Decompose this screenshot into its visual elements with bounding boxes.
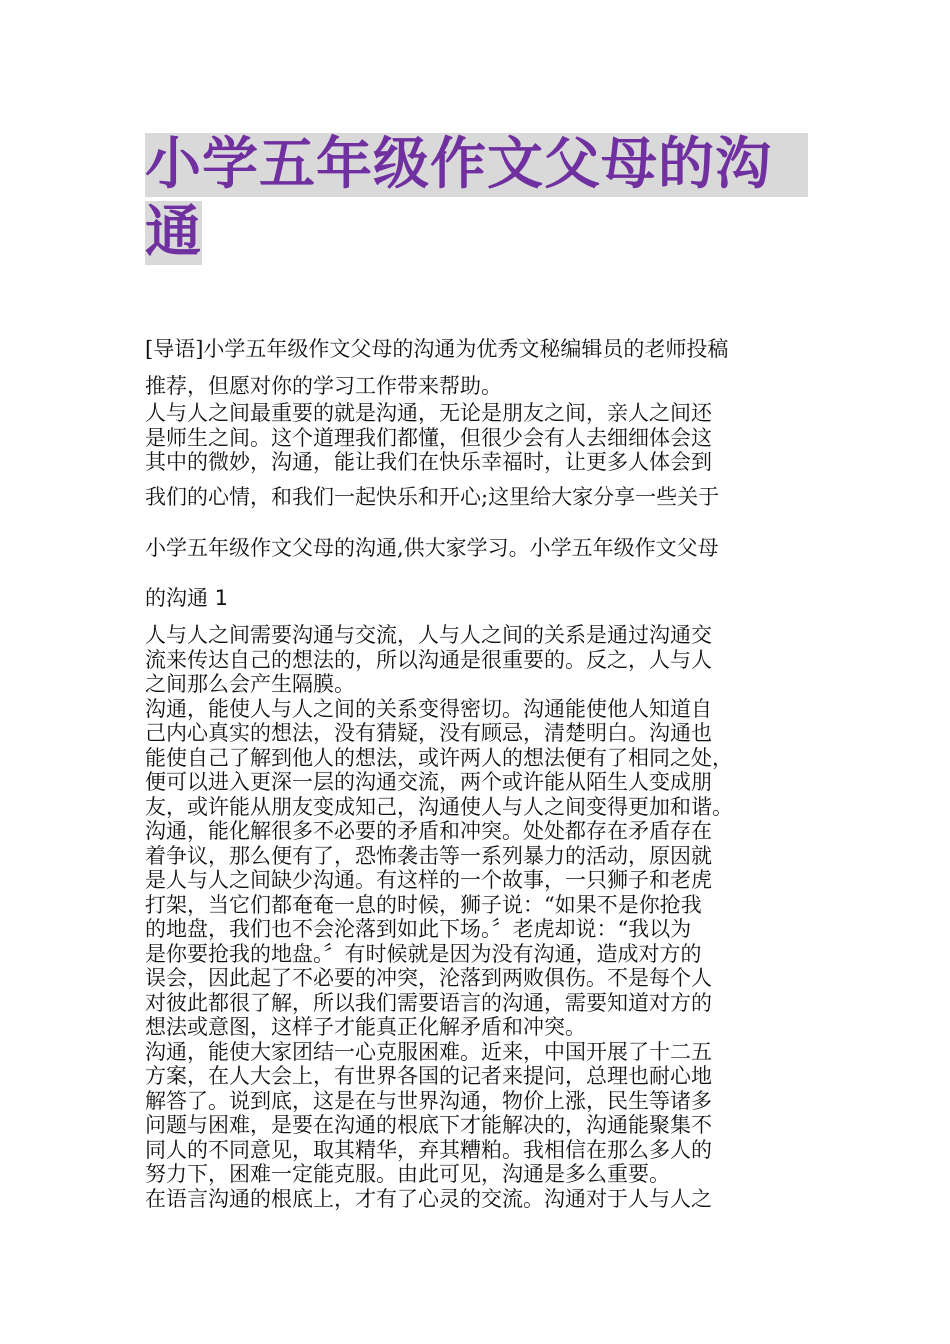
title-line-1: 小学五年级作文父母的沟	[145, 133, 808, 197]
paragraph-1-line: 其中的微妙，沟通，能让我们在快乐幸福时，让更多人体会到	[145, 450, 712, 474]
body-line: 努力下，困难一定能克服。由此可见，沟通是多么重要。	[145, 1162, 670, 1186]
body-line: 在语言沟通的根底上，才有了心灵的交流。沟通对于人与人之	[145, 1186, 712, 1211]
body-line: 问题与困难，是要在沟通的根底下才能解决的，沟通能聚集不	[145, 1113, 712, 1137]
body-line: 误会，因此起了不必要的冲突，沦落到两败俱伤。不是每个人	[145, 966, 712, 990]
body-line: 的地盘，我们也不会沦落到如此下场。〞老虎却说：“我以为	[145, 917, 692, 941]
paragraph-1-line: 的沟通 1	[145, 586, 229, 610]
body-line: 对彼此都很了解，所以我们需要语言的沟通，需要知道对方的	[145, 990, 712, 1015]
body-text	[145, 623, 825, 1211]
body-line: 想法或意图，这样子才能真正化解矛盾和冲突。	[145, 1015, 586, 1039]
body-line: 沟通，能使大家团结一心克服困难。近来，中国开展了十二五	[145, 1039, 712, 1064]
body-line: 沟通，能使人与人之间的关系变得密切。沟通能使他人知道自	[145, 696, 712, 721]
body-line: 己内心真实的想法，没有猜疑，没有顾忌，清楚明白。沟通也	[145, 721, 712, 745]
paragraph-1-line: 小学五年级作文父母的沟通,供大家学习。小学五年级作文父母	[145, 536, 719, 560]
body-line: 着争议，那么便有了，恐怖袭击等一系列暴力的活动，原因就	[145, 843, 712, 868]
body-line: 是人与人之间缺少沟通。有这样的一个故事，一只狮子和老虎	[145, 868, 712, 892]
body-line: 能使自己了解到他人的想法，或许两人的想法便有了相同之处，	[145, 745, 733, 770]
paragraph-1-line: 人与人之间最重要的就是沟通，无论是朋友之间，亲人之间还	[145, 401, 712, 425]
body-line: 是你要抢我的地盘。〞有时候就是因为没有沟通，造成对方的	[145, 941, 702, 966]
body-line: 沟通，能化解很多不必要的矛盾和冲突。处处都存在矛盾存在	[145, 819, 712, 843]
body-line: 友，或许能从朋友变成知己，沟通使人与人之间变得更加和谐。	[145, 794, 733, 819]
body-line: 人与人之间需要沟通与交流，人与人之间的关系是通过沟通交	[145, 623, 712, 647]
body-line: 方案，在人大会上，有世界各国的记者来提问，总理也耐心地	[145, 1064, 712, 1088]
body-line: 流来传达自己的想法的，所以沟通是很重要的。反之，人与人	[145, 647, 712, 672]
title-line-2: 通	[145, 200, 202, 265]
intro-line-2: 推荐，但愿对你的学习工作带来帮助。	[145, 374, 502, 398]
paragraph-1-line: 是师生之间。这个道理我们都懂，但很少会有人去细细体会这	[145, 425, 712, 450]
body-line: 之间那么会产生隔膜。	[145, 672, 355, 696]
paragraph-1-line: 我们的心情，和我们一起快乐和开心;这里给大家分享一些关于	[145, 485, 720, 509]
body-line: 解答了。说到底，这是在与世界沟通，物价上涨，民生等诸多	[145, 1088, 712, 1113]
body-line: 打架，当它们都奄奄一息的时候，狮子说：“如果不是你抢我	[145, 892, 702, 917]
paragraph-1	[145, 401, 825, 475]
body-line: 便可以进入更深一层的沟通交流，两个或许能从陌生人变成朋	[145, 770, 712, 794]
body-line: 同人的不同意见，取其精华，弃其糟粕。我相信在那么多人的	[145, 1137, 712, 1162]
intro-line-1: [导语]小学五年级作文父母的沟通为优秀文秘编辑员的老师投稿	[145, 337, 729, 361]
document-title	[145, 133, 810, 265]
